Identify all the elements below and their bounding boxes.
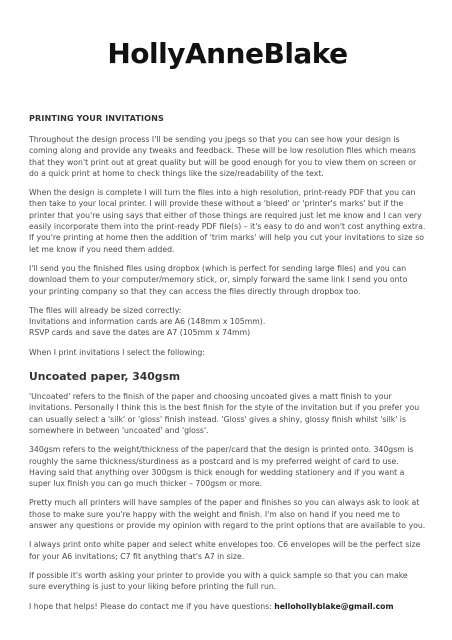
paragraph-print-ready: When the design is complete I will turn the files into a high resolution, print-ready PDF that you can then take to your local printer. I will provide these without a 'bleed' or 'printer's marks' but if the printer that you're using says that either of those things are required just let me know and I can very easily incorporate them into the print-ready PDF file(s) – it's easy to do and won't cost anything extra. If you're printing at home then the addition of 'trim marks' will help you cut your invitations to size so let me know if you need them added. <box>29 188 426 254</box>
paragraph-dropbox: I'll send you the finished files using dropbox (which is perfect for sending large files) and you can download them to your computer/memory stick, or, simply forward the same link I send you onto your printing company so that they can access the files directly through dropbox too. <box>29 263 408 296</box>
paragraph-selection: When I print invitations I select the following: <box>29 347 205 357</box>
page-title: PRINTING YOUR INVITATIONS <box>29 113 164 123</box>
paragraph-sizes-rsvp: RSVP cards and save the dates are A7 (105mm x 74mm) <box>29 328 251 338</box>
paragraph-uncoated: 'Uncoated' refers to the finish of the paper and choosing uncoated gives a matt finish to your invitations. Personally I think this is the best finish for the style of the invitation but if you prefer you can usually select a 'silk' or 'gloss' finish instead. 'Gloss' gives a shiny, glossy finish whilst 'silk' is somewhere in between 'uncoated' and 'gloss'. <box>29 392 420 435</box>
brand-logo: HollyAnneBlake <box>107 37 348 70</box>
paragraph-sizes-intro: The files will already be sized correctly: <box>29 305 182 315</box>
paragraph-sizes-invitations: Invitations and information cards are A6 (148mm x 105mm). <box>29 317 266 327</box>
paragraph-weight: 340gsm refers to the weight/thickness of the paper/card that the design is printed onto. 340gsm is roughly the same thickness/sturdiness as a postcard and is my preferred weight of card to use. Having said that anything over 300gsm is thick enough for wedding stationery and if you want a super lux finish you can go much thicker – 700gsm or more. <box>29 445 414 489</box>
paragraph-sample-run: If possible it's worth asking your printer to provide you with a quick sample so that you can make sure everything is just to your liking before printing the full run. <box>29 570 408 592</box>
closing-text: I hope that helps! Please do contact me if you have questions: <box>29 601 275 611</box>
contact-email-link[interactable]: helloholIyblake@gmail.com <box>274 601 394 611</box>
paragraph-samples: Pretty much all printers will have samples of the paper and finishes so you can always ask to look at those to make sure you're happy with the weight and finish. I'm also on hand if you need me to answer any questions or provide my opinion with regard to the print options that are available to you. <box>29 498 426 531</box>
paragraph-intro: Throughout the design process I'll be sending you jpegs so that you can see how your design is coming along and provide any tweaks and feedback. These will be low resolution files which means that they won't print out at great quality but will be good enough for you to view them on screen or do a quick print at home to check things like the size/readability of the text. <box>29 135 417 178</box>
paragraph-closing <box>29 601 426 612</box>
section-subheading: Uncoated paper, 340gsm <box>29 370 181 384</box>
paragraph-envelopes: I always print onto white paper and select white envelopes too. C6 envelopes will be the perfect size for your A6 invitations; C7 fit anything that's A7 in size. <box>29 540 421 561</box>
